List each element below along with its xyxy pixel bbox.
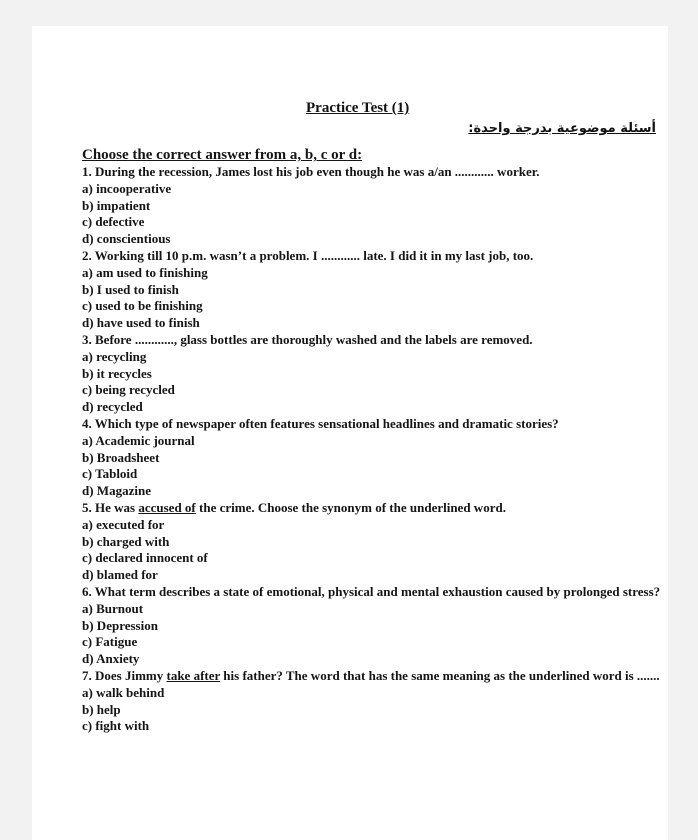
option: a) incooperative: [82, 180, 172, 196]
question-list: [82, 146, 662, 735]
underlined-phrase: take after: [166, 667, 221, 683]
question-stem: [82, 668, 662, 685]
question-stem: 2. Working till 10 p.m. wasn’t a problem. I ............ late. I did it in my last job, too.: [82, 247, 534, 263]
option: a) Burnout: [82, 600, 144, 616]
option: b) I used to finish: [82, 281, 179, 297]
arabic-heading: أسئلة موضوعية بدرجة واحدة:: [468, 121, 656, 136]
option: c) defective: [82, 214, 145, 230]
question-7: [82, 668, 662, 735]
option: a) recycling: [82, 348, 147, 364]
option: d) have used to finish: [82, 315, 200, 331]
question-2: [82, 248, 662, 332]
question-6: [82, 584, 662, 668]
option: c) used to be finishing: [82, 298, 203, 314]
option: c) being recycled: [82, 382, 175, 398]
question-4: [82, 416, 662, 500]
question-5: [82, 500, 662, 584]
option: a) executed for: [82, 516, 165, 532]
question-3: [82, 332, 662, 416]
option: b) Broadsheet: [82, 449, 160, 465]
question-stem: 1. During the recession, James lost his job even though he was a/an ............ worker.: [82, 164, 540, 179]
option: a) walk behind: [82, 684, 165, 700]
question-stem: [82, 500, 662, 517]
option: d) blamed for: [82, 567, 158, 583]
stem-text: 5. He was: [82, 499, 139, 515]
question-1: [82, 164, 662, 248]
option: d) recycled: [82, 399, 143, 415]
question-stem: 3. Before ............, glass bottles are thoroughly washed and the labels are removed.: [82, 331, 533, 347]
stem-text: the crime. Choose the synonym of the underlined word.: [195, 499, 506, 515]
page-title: Practice Test (1): [306, 100, 410, 116]
stem-text: his father? The word that has the same meaning as the underlined word is .......: [220, 667, 660, 683]
option: c) fight with: [82, 718, 150, 734]
option: c) Tabloid: [82, 466, 138, 482]
option: b) it recycles: [82, 365, 152, 381]
option: b) impatient: [82, 197, 151, 213]
option: a) am used to finishing: [82, 264, 208, 280]
question-stem: 4. Which type of newspaper often features sensational headlines and dramatic stories?: [82, 415, 559, 431]
option: d) Magazine: [82, 483, 151, 499]
option: d) Anxiety: [82, 651, 140, 667]
instruction: Choose the correct answer from a, b, c or d:: [82, 147, 363, 163]
option: b) Depression: [82, 617, 158, 633]
question-stem: 6. What term describes a state of emotional, physical and mental exhaustion caused by prolonged stress?: [82, 583, 661, 599]
underlined-phrase: accused of: [138, 499, 196, 515]
option: c) declared innocent of: [82, 550, 208, 566]
option: d) conscientious: [82, 231, 171, 247]
option: a) Academic journal: [82, 432, 195, 448]
stem-text: 7. Does Jimmy: [82, 667, 167, 683]
option: c) Fatigue: [82, 634, 138, 650]
option: b) charged with: [82, 533, 170, 549]
option: b) help: [82, 701, 121, 717]
